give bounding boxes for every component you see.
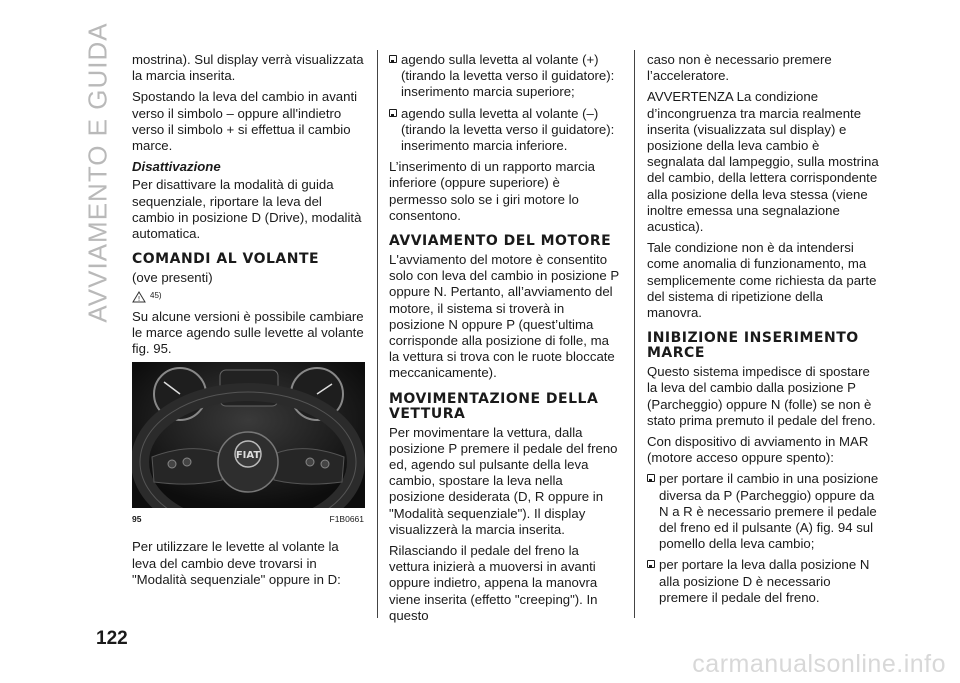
column-divider [377, 50, 378, 618]
paragraph: mostrina). Sul display verrà visualizzata la marcia inserita. [132, 52, 364, 84]
chapter-side-title: AVVIAMENTO E GUIDA [82, 21, 113, 323]
paragraph: Spostando la leva del cambio in avanti verso il simbolo – oppure all'indietro verso il simbolo + si effettua il cambio marce. [132, 89, 358, 154]
paragraph: caso non è necessario premere l’acceleratore. [647, 52, 832, 84]
section-heading: MOVIMENTAZIONE DELLA VETTURA [389, 390, 599, 422]
bullet-icon [389, 109, 397, 117]
column-divider [634, 50, 635, 618]
heading-note: (ove presenti) [132, 270, 213, 286]
figure-code: F1B0661 [329, 514, 364, 525]
bullet-icon [647, 474, 655, 482]
text-column-2 [389, 52, 621, 629]
bullet-item: agendo sulla levetta al volante (+) (tirando la levetta verso il guidatore): inserimento marcia superiore; [389, 52, 621, 101]
warning-triangle-icon [132, 291, 146, 303]
bullet-icon [647, 560, 655, 568]
page-number: 122 [96, 628, 128, 649]
bullet-item: per portare il cambio in una posizione diversa da P (Parcheggio) oppure da N a R è necessario premere il pedale del freno ed il pulsante (A) fig. 94 sul pomello della leva cambio; [647, 471, 879, 552]
paragraph: Questo sistema impedisce di spostare la leva del cambio dalla posizione P (Parcheggio) oppure N (folle) se non è stato prima premuto il pedale del freno. [647, 364, 876, 428]
text-column-3 [647, 52, 879, 611]
paragraph: L'avviamento del motore è consentito solo con leva del cambio in posizione P oppure N. Pertanto, all’avviamento del motore, il sistema si troverà in posizione N oppure P (quest’ultima corrisponde alla posizione di folle, ma la vettura si trova con le ruote bloccate meccanicamente). [389, 252, 619, 381]
figure-number: 95 [132, 514, 142, 525]
paragraph: Per movimentare la vettura, dalla posizione P premere il pedale del freno ed, agendo sul pulsante della leva cambio, spostare la leva nella posizione desiderata (D, R oppure in "Modalità sequenziale"). Il display visualizzerà la marcia inserita. [389, 424, 618, 537]
paragraph: AVVERTENZA La condizione d’incongruenza tra marcia realmente inserita (visualizzata sul display) e posizione della leva cambio è segnalata dal lampeggio, sulla mostrina del cambio, della lettera corrispondente alla posizione della leva stessa (viene inoltre emessa una segnalazione acustica). [647, 89, 879, 235]
paragraph: L’inserimento di un rapporto marcia inferiore (oppure superiore) è permesso solo se i giri motore lo consentono. [389, 159, 595, 223]
section-heading: COMANDI AL VOLANTE [132, 251, 320, 268]
watermark: carmanualsonline.info [692, 650, 946, 678]
svg-text:!: ! [137, 294, 141, 303]
figure-caption [132, 511, 364, 527]
text-column-1 [132, 52, 364, 593]
section-heading: AVVIAMENTO DEL MOTORE [389, 233, 612, 250]
svg-text:FIAT: FIAT [235, 450, 261, 462]
section-heading: INIBIZIONE INSERIMENTO MARCE [647, 330, 859, 362]
warning-reference: ! 45) [132, 288, 364, 304]
paragraph: Con dispositivo di avviamento in MAR (motore acceso oppure spento): [647, 434, 869, 466]
bullet-item: per portare la leva dalla posizione N alla posizione D è necessario premere il pedale del freno. [647, 557, 879, 606]
paragraph: Per disattivare la modalità di guida sequenziale, riportare la leva del cambio in posizione D (Drive), modalità automatica. [132, 177, 362, 242]
steering-wheel-illustration [132, 362, 365, 508]
subheading: Disattivazione [132, 159, 221, 175]
steering-wheel-figure [132, 362, 365, 508]
paragraph: Tale condizione non è da intendersi come anomalia di funzionamento, ma semplicemente come richiesta da parte del sistema di ripetizione della manovra. [647, 240, 877, 321]
paragraph: Rilasciando il pedale del freno la vettura inizierà a muoversi in avanti oppure indietro, appena la manovra viene inserita (effetto "creeping"). In questo [389, 543, 598, 623]
paragraph: Per utilizzare le levette al volante la leva del cambio deve trovarsi in "Modalità sequenziale" oppure in D: [132, 539, 341, 587]
bullet-icon [389, 55, 397, 63]
paragraph: Su alcune versioni è possibile cambiare le marce agendo sulle levette al volante fig. 95. [132, 308, 364, 357]
bullet-item: agendo sulla levetta al volante (–) (tirando la levetta verso il guidatore): inserimento marcia inferiore. [389, 106, 621, 155]
